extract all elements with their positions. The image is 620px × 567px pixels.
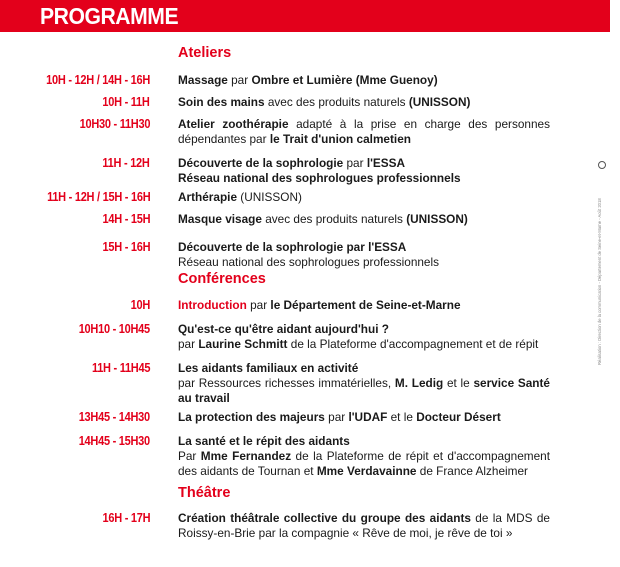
event-text: par Ressources richesses immatérielles, — [178, 376, 395, 390]
event-description — [178, 190, 550, 205]
event-text: Création théâtrale collective du groupe des aidants — [178, 511, 471, 525]
event-text: Découverte de la sophrologie — [178, 156, 344, 170]
event-text: par — [246, 298, 271, 312]
event-text: Massage — [178, 73, 228, 87]
event-text: Réseau national des sophrologues professionnels — [178, 255, 440, 269]
event-text: Laurine Schmitt — [198, 337, 288, 351]
time-slot: 11H - 12H / 15H - 16H — [46, 190, 150, 204]
event-text: Arthérapie — [178, 190, 238, 204]
event-description — [178, 117, 550, 147]
event-text: par — [324, 410, 349, 424]
event-text: adapté à la prise en charge des personnes dépendantes par — [178, 117, 550, 146]
event-description — [178, 361, 550, 406]
header-banner — [0, 0, 610, 32]
event-description — [178, 511, 550, 541]
event-description — [178, 212, 550, 227]
event-text: et le — [387, 410, 417, 424]
event-description — [178, 434, 550, 479]
event-description — [178, 298, 550, 313]
time-slot: 14H45 - 15H30 — [78, 434, 150, 448]
page-title: PROGRAMME — [40, 3, 179, 29]
time-slot: 10H10 - 10H45 — [78, 322, 150, 336]
event-text: par — [178, 337, 199, 351]
side-credit — [597, 165, 607, 365]
event-text: Introduction — [178, 298, 247, 312]
event-text: Par — [178, 449, 201, 463]
event-text: de la MDS de Roissy-en-Brie par la compagnie « Rêve de moi, je rêve de toi » — [178, 511, 550, 540]
time-slot: 16H - 17H — [102, 511, 150, 525]
event-description — [178, 240, 550, 270]
event-text: Mme Verdavainne — [316, 464, 417, 478]
event-text: Soin des mains — [178, 95, 265, 109]
time-slot: 15H - 16H — [102, 240, 150, 254]
event-description — [178, 322, 550, 352]
event-text: l'ESSA — [366, 156, 406, 170]
event-text: Ombre et Lumière (Mme Guenoy) — [251, 73, 438, 87]
time-slot: 11H - 12H — [102, 156, 150, 170]
event-text: La santé et le répit des aidants — [178, 434, 350, 448]
event-description — [178, 410, 550, 425]
event-text: avec des produits naturels — [264, 95, 409, 109]
time-slot: 10H30 - 11H30 — [79, 117, 150, 131]
event-text: le Département de Seine-et-Marne — [270, 298, 461, 312]
event-text: Atelier zoothérapie — [178, 117, 289, 131]
event-description — [178, 73, 550, 88]
event-text: et le — [443, 376, 474, 390]
event-text: Réseau national des sophrologues professionnels — [178, 171, 461, 185]
event-text: M. Ledig — [394, 376, 444, 390]
event-text: (UNISSON) — [406, 212, 468, 226]
event-text: avec des produits naturels — [261, 212, 407, 226]
event-text: (UNISSON) — [408, 95, 471, 109]
event-text: Qu'est-ce qu'être aidant aujourd'hui ? — [178, 322, 389, 336]
event-text: Docteur Désert — [416, 410, 501, 424]
section-title-conferences: Conférences — [178, 271, 266, 287]
event-text: de la Plateforme de répit et d'accompagnement des aidants de Tournan et — [178, 449, 550, 478]
side-credit-text: Réalisation : Direction de la communication - Département de Seine-et-Marne - Août 2018 — [597, 198, 602, 365]
time-slot: 11H - 11H45 — [91, 361, 150, 375]
time-slot: 13H45 - 14H30 — [78, 410, 150, 424]
event-text: Les aidants familiaux en activité — [178, 361, 359, 375]
event-text: (UNISSON) — [237, 190, 302, 204]
event-text: de la Plateforme d'accompagnement et de répit — [287, 337, 539, 351]
event-description — [178, 156, 550, 186]
event-text: Masque visage — [178, 212, 262, 226]
event-text: service Santé au travail — [178, 376, 550, 405]
time-slot: 10H - 11H — [102, 95, 150, 109]
event-text: de France Alzheimer — [416, 464, 528, 478]
time-slot: 14H - 15H — [102, 212, 150, 226]
event-text: Mme Fernandez — [200, 449, 292, 463]
event-text: La protection des majeurs — [178, 410, 325, 424]
section-title-theatre: Théâtre — [178, 485, 231, 501]
time-slot: 10H — [130, 298, 150, 312]
event-text: l'UDAF — [348, 410, 388, 424]
event-text: Découverte de la sophrologie par l'ESSA — [178, 240, 407, 254]
event-text: par — [227, 73, 252, 87]
event-text: par — [343, 156, 367, 170]
time-slot: 10H - 12H / 14H - 16H — [46, 73, 150, 87]
event-description — [178, 95, 550, 110]
section-title-ateliers: Ateliers — [178, 45, 232, 61]
event-text: le Trait d'union calmetien — [269, 132, 411, 146]
